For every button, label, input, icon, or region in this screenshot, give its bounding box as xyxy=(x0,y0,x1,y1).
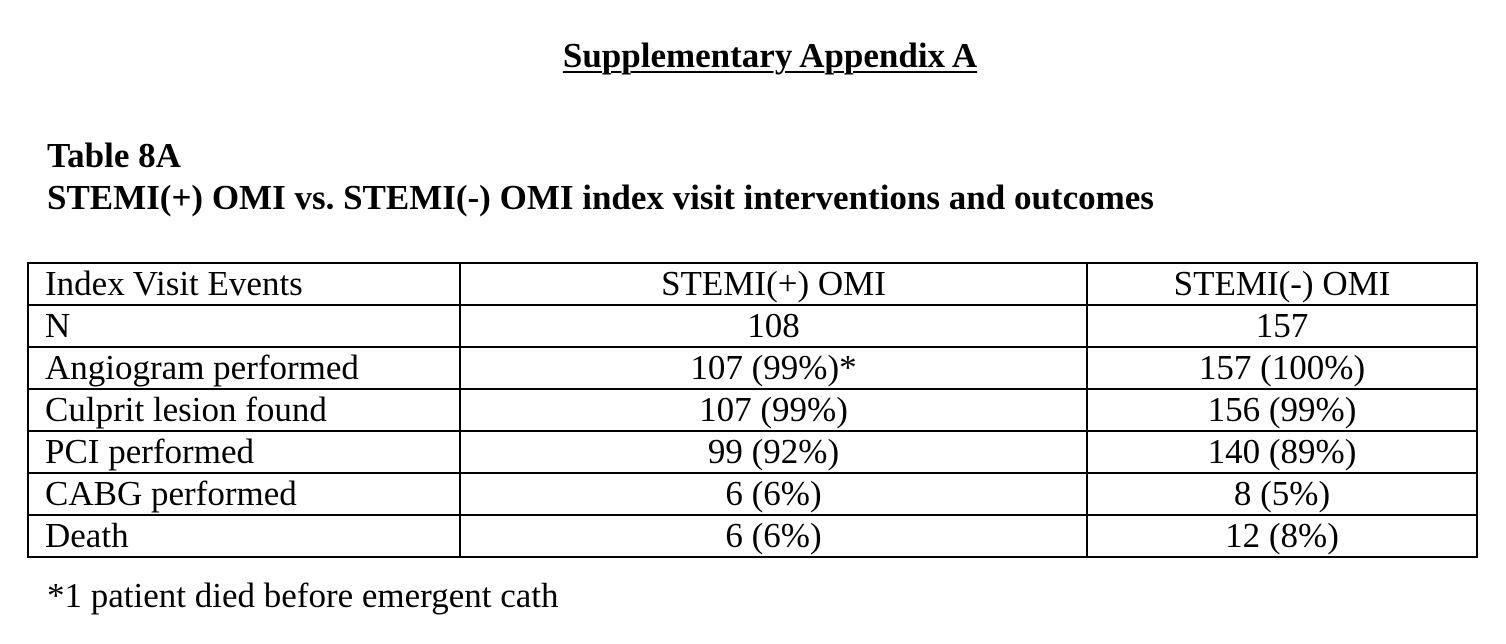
row-stemi-negative-value: 12 (8%) xyxy=(1087,515,1477,557)
row-event-label: Culprit lesion found xyxy=(28,389,460,431)
row-event-label: Angiogram performed xyxy=(28,347,460,389)
table-row xyxy=(28,515,1477,557)
row-event-label: PCI performed xyxy=(28,431,460,473)
table-caption: STEMI(+) OMI vs. STEMI(-) OMI index visit interventions and outcomes xyxy=(47,178,1154,217)
row-stemi-negative-value: 140 (89%) xyxy=(1087,431,1477,473)
appendix-title: Supplementary Appendix A xyxy=(562,36,978,75)
row-stemi-positive-value: 6 (6%) xyxy=(460,473,1087,515)
table-header-row xyxy=(28,263,1477,305)
table-footnote: *1 patient died before emergent cath xyxy=(47,576,559,615)
table-row xyxy=(28,305,1477,347)
row-event-label: N xyxy=(28,305,460,347)
outcomes-table xyxy=(27,262,1478,558)
header-stemi-negative-omi: STEMI(-) OMI xyxy=(1087,263,1477,305)
table-row xyxy=(28,389,1477,431)
header-stemi-positive-omi: STEMI(+) OMI xyxy=(460,263,1087,305)
header-index-visit-events: Index Visit Events xyxy=(28,263,460,305)
row-event-label: Death xyxy=(28,515,460,557)
table-row xyxy=(28,347,1477,389)
row-stemi-positive-value: 108 xyxy=(460,305,1087,347)
table-row xyxy=(28,473,1477,515)
row-stemi-negative-value: 156 (99%) xyxy=(1087,389,1477,431)
row-stemi-positive-value: 6 (6%) xyxy=(460,515,1087,557)
table-row xyxy=(28,431,1477,473)
row-stemi-negative-value: 157 xyxy=(1087,305,1477,347)
table-label: Table 8A xyxy=(47,136,181,175)
row-stemi-positive-value: 107 (99%) xyxy=(460,389,1087,431)
row-stemi-negative-value: 8 (5%) xyxy=(1087,473,1477,515)
row-stemi-positive-value: 99 (92%) xyxy=(460,431,1087,473)
row-event-label: CABG performed xyxy=(28,473,460,515)
row-stemi-positive-value: 107 (99%)* xyxy=(460,347,1087,389)
row-stemi-negative-value: 157 (100%) xyxy=(1087,347,1477,389)
